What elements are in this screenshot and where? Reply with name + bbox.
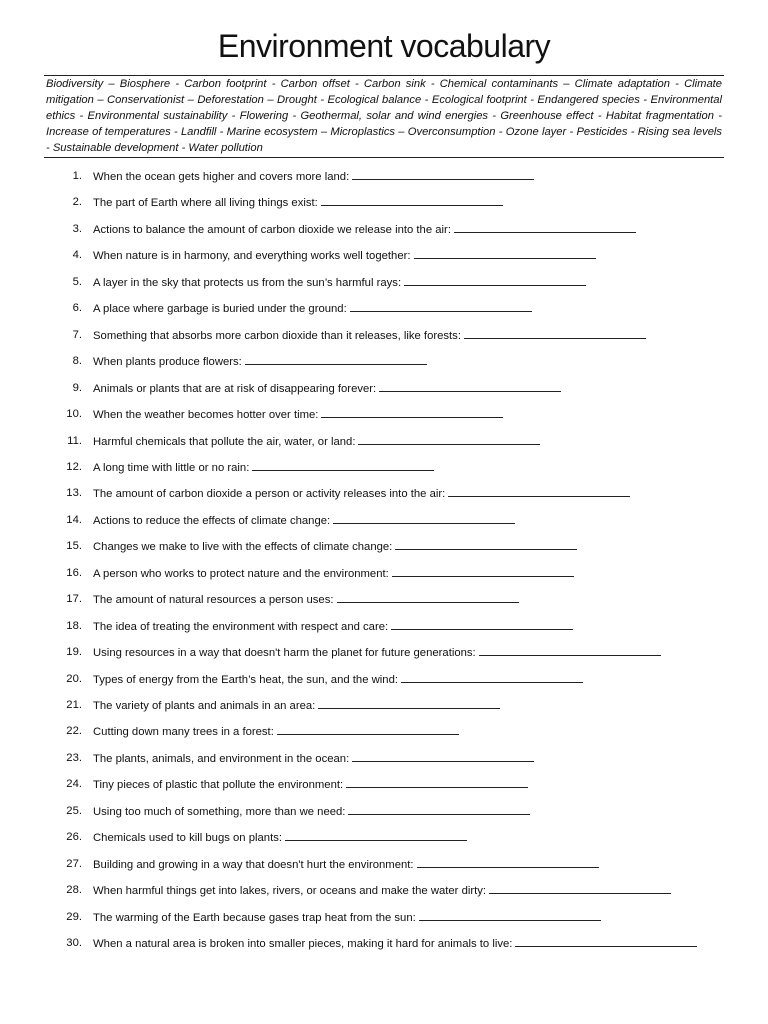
question-number: 14.	[66, 513, 82, 526]
page-title: Environment vocabulary	[217, 28, 551, 64]
answer-blank[interactable]	[321, 192, 503, 206]
question-item	[0, 642, 768, 662]
question-number: 19.	[66, 646, 82, 659]
question-text: A long time with little or no rain:	[93, 461, 250, 474]
question-text: A layer in the sky that protects us from the sun’s harmful rays:	[93, 276, 402, 289]
answer-blank[interactable]	[352, 166, 534, 180]
question-text: Changes we make to live with the effects of climate change:	[93, 541, 393, 554]
question-number: 1.	[72, 170, 82, 182]
question-number: 24.	[66, 778, 82, 791]
answer-blank[interactable]	[401, 669, 583, 683]
question-number: 15.	[66, 540, 82, 553]
question-item	[0, 563, 768, 583]
word-bank-bottom-rule	[44, 157, 724, 158]
question-number: 22.	[66, 725, 82, 738]
answer-blank[interactable]	[392, 563, 574, 577]
question-text: Building and growing in a way that doesn't hurt the environment:	[93, 858, 414, 871]
question-item	[0, 536, 768, 556]
question-number: 11.	[67, 434, 82, 447]
question-item	[0, 298, 768, 318]
question-item	[0, 245, 768, 265]
question-number: 25.	[66, 804, 82, 817]
question-text: The amount of natural resources a person uses:	[93, 594, 334, 607]
question-item	[0, 933, 768, 953]
question-number: 23.	[66, 751, 82, 764]
question-item	[0, 748, 768, 768]
answer-blank[interactable]	[245, 351, 427, 365]
question-item	[0, 192, 768, 212]
answer-blank[interactable]	[346, 774, 528, 788]
answer-blank[interactable]	[489, 880, 671, 894]
question-text: A place where garbage is buried under the ground:	[93, 303, 347, 316]
question-number: 2.	[72, 196, 82, 209]
word-bank: Biodiversity – Biosphere - Carbon footprint - Carbon offset - Carbon sink - Chemical contaminants – Climate adaptation - Climate mitigation – Conservationist – Deforestation – Drought - Ecological balance - Ecological footprint - Endangered species - Environmental ethics - Environmental sustainability - Flowering - Geothermal, solar and wind energies - Greenhouse effect - Habitat fragmentation - Increase of temperatures - Landfill - Marine ecosystem – Microplastics – Overconsumption - Ozone layer - Pesticides - Rising sea levels - Sustainable development - Water pollution	[46, 78, 722, 154]
answer-blank[interactable]	[333, 510, 515, 524]
question-text: The idea of treating the environment with respect and care:	[93, 620, 389, 633]
answer-blank[interactable]	[404, 272, 586, 286]
question-number: 27.	[66, 857, 82, 870]
question-number: 16.	[66, 566, 82, 579]
question-text: Cutting down many trees in a forest:	[93, 726, 274, 739]
question-number: 10.	[66, 408, 82, 421]
answer-blank[interactable]	[515, 933, 697, 947]
question-number: 9.	[72, 381, 82, 394]
question-item	[0, 431, 768, 451]
question-text: When plants produce flowers:	[93, 356, 242, 369]
question-item	[0, 404, 768, 424]
question-text: When the ocean gets higher and covers more land:	[93, 171, 350, 183]
question-text: The amount of carbon dioxide a person or activity releases into the air:	[93, 488, 446, 501]
question-text: The warming of the Earth because gases trap heat from the sun:	[93, 911, 416, 924]
answer-blank[interactable]	[417, 854, 599, 868]
question-text: Animals or plants that are at risk of disappearing forever:	[93, 382, 377, 395]
question-item	[0, 166, 768, 186]
question-item	[0, 589, 768, 609]
question-item	[0, 510, 768, 530]
question-item	[0, 774, 768, 794]
question-number: 26.	[66, 831, 82, 844]
question-number: 30.	[66, 937, 82, 950]
question-text: Actions to balance the amount of carbon dioxide we release into the air:	[93, 223, 451, 236]
answer-blank[interactable]	[285, 827, 467, 841]
question-text: Using too much of something, more than we need:	[93, 805, 346, 818]
answer-blank[interactable]	[395, 536, 577, 550]
answer-blank[interactable]	[379, 378, 561, 392]
question-text: The variety of plants and animals in an area:	[93, 700, 316, 712]
answer-blank[interactable]	[464, 325, 646, 339]
question-number: 21.	[66, 699, 82, 711]
question-number: 4.	[72, 249, 82, 262]
question-text: Chemicals used to kill bugs on plants:	[93, 832, 283, 845]
question-number: 7.	[72, 328, 82, 341]
question-text: Types of energy from the Earth’s heat, the sun, and the wind:	[93, 673, 398, 686]
answer-blank[interactable]	[479, 642, 661, 656]
answer-blank[interactable]	[448, 483, 630, 497]
question-number: 13.	[66, 487, 82, 500]
question-text: The plants, animals, and environment in the ocean:	[93, 752, 350, 765]
question-number: 6.	[72, 302, 82, 315]
answer-blank[interactable]	[277, 721, 459, 735]
question-text: Something that absorbs more carbon dioxide than it releases, like forests:	[93, 329, 461, 342]
answer-blank[interactable]	[350, 298, 532, 312]
answer-blank[interactable]	[252, 457, 434, 471]
answer-blank[interactable]	[419, 907, 601, 921]
question-number: 29.	[66, 910, 82, 923]
question-text: A person who works to protect nature and the environment:	[93, 567, 389, 580]
question-text: When nature is in harmony, and everything works well together:	[93, 250, 411, 263]
question-item	[0, 351, 768, 371]
question-item	[0, 854, 768, 874]
question-number: 3.	[72, 222, 82, 235]
answer-blank[interactable]	[337, 589, 519, 603]
question-text: Tiny pieces of plastic that pollute the environment:	[93, 779, 344, 792]
answer-blank[interactable]	[358, 431, 540, 445]
question-number: 17.	[66, 593, 82, 606]
question-item	[0, 880, 768, 900]
question-text: Harmful chemicals that pollute the air, water, or land:	[93, 435, 356, 448]
answer-blank[interactable]	[348, 801, 530, 815]
question-text: Actions to reduce the effects of climate change:	[93, 514, 331, 527]
answer-blank[interactable]	[454, 219, 636, 233]
question-item	[0, 721, 768, 741]
answer-blank[interactable]	[352, 748, 534, 762]
question-item	[0, 669, 768, 689]
question-number: 18.	[66, 619, 82, 632]
question-text: When a natural area is broken into smaller pieces, making it hard for animals to live:	[93, 938, 513, 951]
answer-blank[interactable]	[318, 695, 500, 709]
answer-blank[interactable]	[321, 404, 503, 418]
question-number: 28.	[66, 884, 82, 897]
question-number: 5.	[72, 275, 82, 288]
question-item	[0, 272, 768, 292]
answer-blank[interactable]	[414, 245, 596, 259]
question-item	[0, 483, 768, 503]
question-item	[0, 827, 768, 847]
question-item	[0, 801, 768, 821]
question-text: When the weather becomes hotter over time:	[93, 409, 319, 422]
question-text: The part of Earth where all living things exist:	[93, 197, 318, 210]
question-item	[0, 325, 768, 345]
question-item	[0, 907, 768, 927]
question-item	[0, 695, 768, 715]
question-number: 8.	[72, 355, 82, 368]
question-text: Using resources in a way that doesn't harm the planet for future generations:	[93, 647, 476, 660]
question-item	[0, 457, 768, 477]
question-item	[0, 616, 768, 636]
question-number: 20.	[66, 672, 82, 685]
question-item	[0, 219, 768, 239]
question-text: When harmful things get into lakes, rivers, or oceans and make the water dirty:	[93, 885, 487, 898]
question-number: 12.	[66, 460, 82, 473]
answer-blank[interactable]	[391, 616, 573, 630]
question-item	[0, 378, 768, 398]
